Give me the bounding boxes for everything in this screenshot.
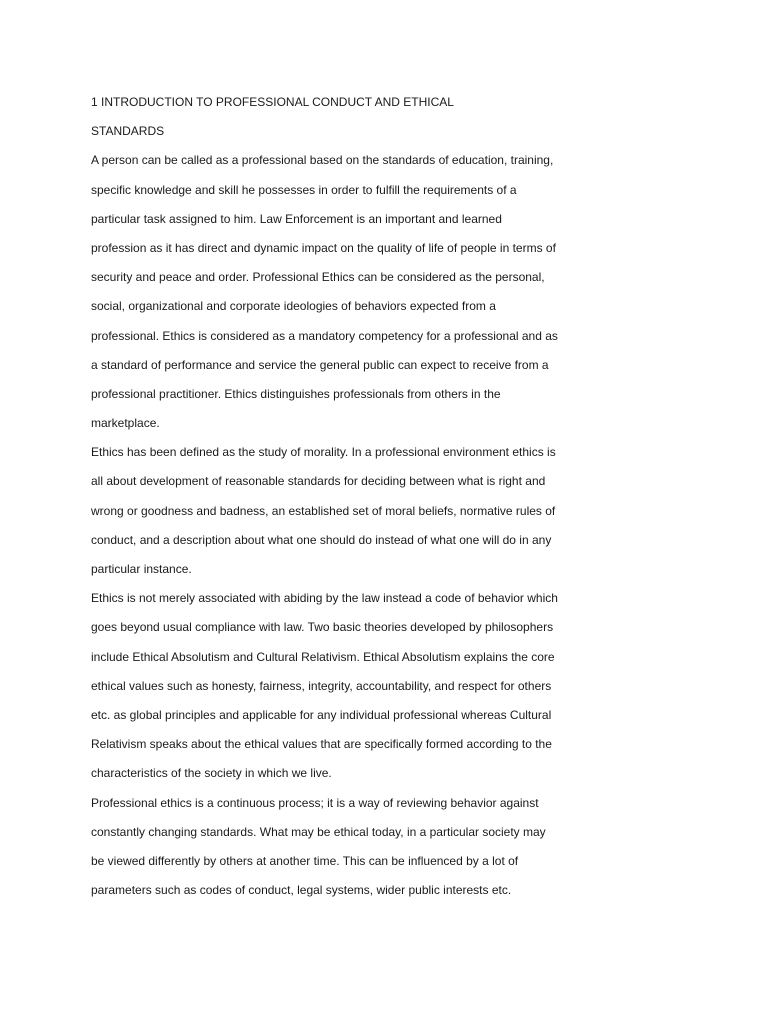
- text-line: Ethics is not merely associated with abiding by the law instead a code of behavior which: [91, 591, 558, 606]
- text-line: marketplace.: [91, 416, 160, 431]
- text-line: etc. as global principles and applicable for any individual professional whereas Cultural: [91, 707, 552, 722]
- text-line: goes beyond usual compliance with law. Two basic theories developed by philosophers: [91, 620, 554, 635]
- paragraph: [91, 587, 611, 791]
- text-line: security and peace and order. Professional Ethics can be considered as the personal,: [91, 270, 545, 285]
- text-line: include Ethical Absolutism and Cultural Relativism. Ethical Absolutism explains the core: [91, 649, 555, 664]
- text-line: a standard of performance and service the general public can expect to receive from a: [91, 357, 549, 372]
- text-line: wrong or goodness and badness, an established set of moral beliefs, normative rules of: [91, 503, 556, 518]
- paragraph: [91, 149, 611, 441]
- document-body: [91, 91, 611, 908]
- text-line: profession as it has direct and dynamic impact on the quality of life of people in terms of: [91, 240, 556, 255]
- text-line: professional practitioner. Ethics distinguishes professionals from others in the: [91, 386, 501, 401]
- text-line: specific knowledge and skill he possesses in order to fulfill the requirements of a: [91, 182, 517, 197]
- text-line: professional. Ethics is considered as a mandatory competency for a professional and as: [91, 328, 558, 343]
- text-line: social, organizational and corporate ideologies of behaviors expected from a: [91, 299, 496, 314]
- text-line: parameters such as codes of conduct, legal systems, wider public interests etc.: [91, 883, 512, 898]
- paragraph: [91, 792, 611, 909]
- heading-line: 1 INTRODUCTION TO PROFESSIONAL CONDUCT AND ETHICAL: [91, 95, 454, 109]
- text-line: all about development of reasonable standards for deciding between what is right and: [91, 474, 546, 489]
- heading-line: STANDARDS: [91, 124, 165, 139]
- text-line: Professional ethics is a continuous process; it is a way of reviewing behavior against: [91, 795, 539, 810]
- text-line: Relativism speaks about the ethical values that are specifically formed according to the: [91, 737, 552, 752]
- text-line: characteristics of the society in which we live.: [91, 766, 332, 781]
- text-line: constantly changing standards. What may be ethical today, in a particular society may: [91, 824, 546, 839]
- text-line: particular task assigned to him. Law Enforcement is an important and learned: [91, 211, 502, 226]
- text-line: conduct, and a description about what one should do instead of what one will do in any: [91, 532, 552, 547]
- text-line: Ethics has been defined as the study of morality. In a professional environment ethics is: [91, 445, 556, 460]
- paragraph: [91, 441, 611, 587]
- text-line: A person can be called as a professional based on the standards of education, training,: [91, 153, 554, 168]
- text-line: ethical values such as honesty, fairness, integrity, accountability, and respect for others: [91, 678, 552, 693]
- text-line: particular instance.: [91, 562, 192, 576]
- text-line: be viewed differently by others at another time. This can be influenced by a lot of: [91, 853, 519, 868]
